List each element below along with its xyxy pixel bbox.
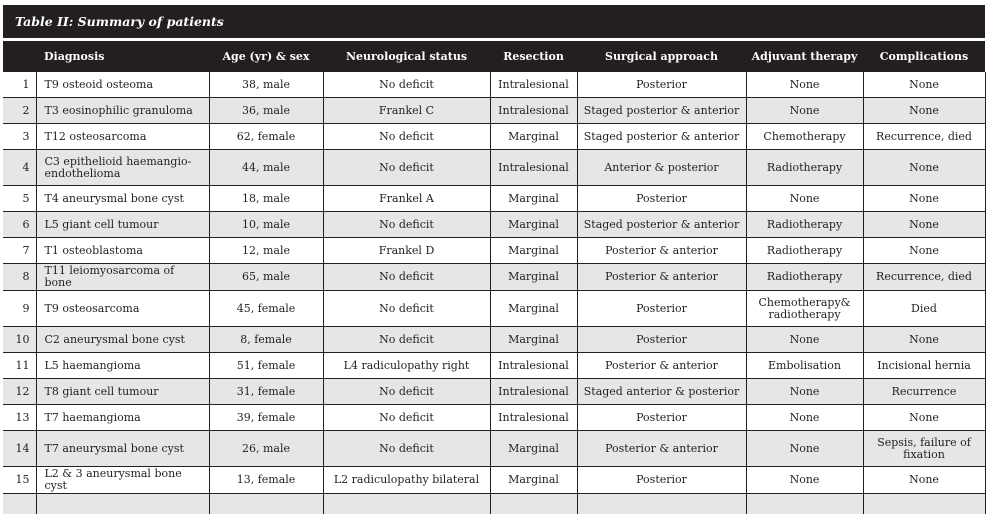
table-row [3, 431, 985, 467]
cell-surgical-approach: Posterior [577, 405, 746, 431]
table-row [3, 467, 985, 494]
cell-surgical-approach: Anterior & posterior [577, 150, 746, 186]
cell-row-number: 3 [3, 124, 36, 150]
cell-row-number: 11 [3, 353, 36, 379]
cell-row-number: 9 [3, 291, 36, 327]
cell-diagnosis: T12 osteosarcoma [36, 124, 209, 150]
cell-age-sex: 45, female [209, 291, 323, 327]
cell-diagnosis: L2 & 3 aneurysmal bone cyst [36, 467, 209, 494]
table-row [3, 98, 985, 124]
cell-resection: Marginal [490, 264, 577, 291]
cell-age-sex: 44, male [209, 150, 323, 186]
cell-age-sex: 38, male [209, 72, 323, 98]
cell-age-sex: 13, female [209, 467, 323, 494]
cell-diagnosis: T4 aneurysmal bone cyst [36, 186, 209, 212]
cell-neurological-status: Frankel A [323, 186, 490, 212]
cell-resection: Marginal [490, 186, 577, 212]
table-row [3, 238, 985, 264]
cell-neurological-status: No deficit [323, 379, 490, 405]
cell-diagnosis: T9 osteosarcoma [36, 291, 209, 327]
cell-diagnosis: L5 giant cell tumour [36, 212, 209, 238]
cell-row-number: 7 [3, 238, 36, 264]
cell-complications: None [863, 405, 985, 431]
cell-empty [490, 494, 577, 514]
cell-complications: Recurrence, died [863, 124, 985, 150]
cell-surgical-approach: Posterior & anterior [577, 264, 746, 291]
cell-empty [323, 494, 490, 514]
cell-surgical-approach: Posterior [577, 327, 746, 353]
cell-surgical-approach: Staged posterior & anterior [577, 212, 746, 238]
table-row [3, 150, 985, 186]
cell-neurological-status: L2 radiculopathy bilateral [323, 467, 490, 494]
cell-adjuvant-therapy: Chemotherapy [746, 124, 863, 150]
cell-surgical-approach: Posterior & anterior [577, 238, 746, 264]
cell-diagnosis: C2 aneurysmal bone cyst [36, 327, 209, 353]
cell-empty [3, 494, 36, 514]
cell-complications: None [863, 98, 985, 124]
header-age-sex: Age (yr) & sex [209, 41, 323, 72]
table-row [3, 405, 985, 431]
cell-row-number: 15 [3, 467, 36, 494]
cell-adjuvant-therapy: None [746, 431, 863, 467]
cell-resection: Intralesional [490, 150, 577, 186]
cell-complications: None [863, 72, 985, 98]
cell-age-sex: 51, female [209, 353, 323, 379]
cell-empty [209, 494, 323, 514]
cell-neurological-status: No deficit [323, 291, 490, 327]
cell-neurological-status: No deficit [323, 264, 490, 291]
cell-neurological-status: No deficit [323, 124, 490, 150]
table-row [3, 124, 985, 150]
cell-age-sex: 10, male [209, 212, 323, 238]
cell-adjuvant-therapy: Radiotherapy [746, 212, 863, 238]
cell-adjuvant-therapy: Radiotherapy [746, 150, 863, 186]
cell-complications: None [863, 327, 985, 353]
cell-diagnosis: T1 osteoblastoma [36, 238, 209, 264]
cell-empty [863, 494, 985, 514]
cell-complications: None [863, 150, 985, 186]
table-row [3, 186, 985, 212]
header-resection: Resection [490, 41, 577, 72]
cell-surgical-approach: Posterior [577, 72, 746, 98]
table-row [3, 72, 985, 98]
table-row [3, 353, 985, 379]
cell-diagnosis: T9 osteoid osteoma [36, 72, 209, 98]
cell-surgical-approach: Staged posterior & anterior [577, 124, 746, 150]
cell-resection: Marginal [490, 212, 577, 238]
cell-complications: Died [863, 291, 985, 327]
cell-adjuvant-therapy: Chemotherapy& radiotherapy [746, 291, 863, 327]
table-title: Table II: Summary of patients [15, 14, 224, 29]
cell-empty [36, 494, 209, 514]
cell-surgical-approach: Posterior [577, 186, 746, 212]
cell-neurological-status: No deficit [323, 212, 490, 238]
cell-adjuvant-therapy: None [746, 327, 863, 353]
cell-complications: Recurrence [863, 379, 985, 405]
table-row-partial [3, 494, 985, 514]
cell-complications: None [863, 186, 985, 212]
cell-diagnosis: L5 haemangioma [36, 353, 209, 379]
table-row [3, 379, 985, 405]
cell-adjuvant-therapy: None [746, 98, 863, 124]
cell-adjuvant-therapy: None [746, 379, 863, 405]
table-title-bar [3, 5, 985, 38]
cell-complications: None [863, 238, 985, 264]
cell-resection: Intralesional [490, 379, 577, 405]
cell-adjuvant-therapy: None [746, 405, 863, 431]
cell-neurological-status: Frankel C [323, 98, 490, 124]
cell-row-number: 5 [3, 186, 36, 212]
cell-row-number: 10 [3, 327, 36, 353]
cell-surgical-approach: Posterior & anterior [577, 353, 746, 379]
table-row [3, 212, 985, 238]
cell-surgical-approach: Posterior [577, 291, 746, 327]
cell-resection: Marginal [490, 291, 577, 327]
cell-diagnosis: T11 leiomyosarcoma of bone [36, 264, 209, 291]
cell-resection: Marginal [490, 327, 577, 353]
cell-row-number: 8 [3, 264, 36, 291]
cell-adjuvant-therapy: Embolisation [746, 353, 863, 379]
cell-resection: Marginal [490, 431, 577, 467]
cell-diagnosis: T8 giant cell tumour [36, 379, 209, 405]
cell-age-sex: 8, female [209, 327, 323, 353]
cell-diagnosis: T7 haemangioma [36, 405, 209, 431]
cell-age-sex: 39, female [209, 405, 323, 431]
cell-surgical-approach: Staged anterior & posterior [577, 379, 746, 405]
cell-complications: Sepsis, failure of fixation [863, 431, 985, 467]
cell-complications: Incisional hernia [863, 353, 985, 379]
cell-surgical-approach: Staged posterior & anterior [577, 98, 746, 124]
table-row [3, 327, 985, 353]
cell-neurological-status: L4 radiculopathy right [323, 353, 490, 379]
cell-adjuvant-therapy: Radiotherapy [746, 264, 863, 291]
cell-row-number: 4 [3, 150, 36, 186]
cell-row-number: 6 [3, 212, 36, 238]
cell-row-number: 14 [3, 431, 36, 467]
cell-empty [746, 494, 863, 514]
cell-row-number: 12 [3, 379, 36, 405]
cell-neurological-status: Frankel D [323, 238, 490, 264]
header-diagnosis: Diagnosis [36, 41, 209, 72]
cell-adjuvant-therapy: None [746, 467, 863, 494]
header-complications: Complications [863, 41, 985, 72]
cell-surgical-approach: Posterior & anterior [577, 431, 746, 467]
cell-resection: Intralesional [490, 353, 577, 379]
cell-empty [577, 494, 746, 514]
table-row [3, 264, 985, 291]
patients-table [3, 41, 986, 514]
cell-resection: Intralesional [490, 98, 577, 124]
cell-complications: Recurrence, died [863, 264, 985, 291]
cell-resection: Marginal [490, 124, 577, 150]
cell-age-sex: 31, female [209, 379, 323, 405]
cell-adjuvant-therapy: Radiotherapy [746, 238, 863, 264]
cell-age-sex: 18, male [209, 186, 323, 212]
cell-complications: None [863, 212, 985, 238]
cell-age-sex: 62, female [209, 124, 323, 150]
cell-complications: None [863, 467, 985, 494]
cell-adjuvant-therapy: None [746, 72, 863, 98]
cell-row-number: 2 [3, 98, 36, 124]
cell-surgical-approach: Posterior [577, 467, 746, 494]
cell-resection: Intralesional [490, 72, 577, 98]
cell-resection: Marginal [490, 238, 577, 264]
header-number [3, 41, 36, 72]
cell-neurological-status: No deficit [323, 405, 490, 431]
cell-resection: Intralesional [490, 405, 577, 431]
cell-resection: Marginal [490, 467, 577, 494]
cell-age-sex: 36, male [209, 98, 323, 124]
table-header-row [3, 41, 985, 72]
cell-diagnosis: T3 eosinophilic granuloma [36, 98, 209, 124]
cell-neurological-status: No deficit [323, 150, 490, 186]
cell-diagnosis: T7 aneurysmal bone cyst [36, 431, 209, 467]
cell-neurological-status: No deficit [323, 72, 490, 98]
cell-diagnosis: C3 epithelioid haemangio-endothelioma [36, 150, 209, 186]
cell-row-number: 13 [3, 405, 36, 431]
header-neurological-status: Neurological status [323, 41, 490, 72]
cell-age-sex: 65, male [209, 264, 323, 291]
cell-age-sex: 26, male [209, 431, 323, 467]
table-row [3, 291, 985, 327]
header-surgical-approach: Surgical approach [577, 41, 746, 72]
cell-neurological-status: No deficit [323, 431, 490, 467]
cell-row-number: 1 [3, 72, 36, 98]
header-adjuvant-therapy: Adjuvant therapy [746, 41, 863, 72]
cell-neurological-status: No deficit [323, 327, 490, 353]
cell-adjuvant-therapy: None [746, 186, 863, 212]
cell-age-sex: 12, male [209, 238, 323, 264]
